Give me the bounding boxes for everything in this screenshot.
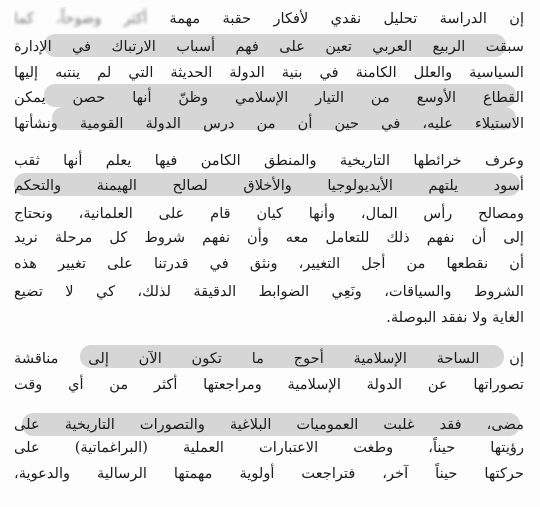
text-line: السياسية والعلل الكامنة في بنية الدولة الحديثة التي لم ينتبه إليها [14, 64, 524, 81]
text-line: إن الساحة الإسلامية أحوج ما تكون الآن إلى مناقشة [14, 350, 524, 367]
text-line: إلى أن نفهم ذلك للتعامل معه وأن نفهم شروط كل مرحلة نريد [14, 229, 524, 246]
text-line: أن نقطعها من أجل التغيير، ونثق في قدرتنا على تغيير هذه [14, 255, 524, 272]
text-line: ومصالح رأس المال، وأنها كيان قام على العلمانية، ونحتاج [14, 205, 524, 222]
text-line: مضى، فقد غلبت العموميات البلاغية والتصورات التاريخية على [14, 416, 524, 433]
text-line: سبقت الربيع العربي تعين على فهم أسباب الارتباك في الإدارة [14, 38, 524, 55]
text-line: الشروط والسياقات، ونَعِي الضوابط الدقيقة لذلك، كي لا تضيع [14, 283, 524, 300]
text-line: القطاع الأوسع من التيار الإسلامي وظنّ أنها حصن يمكن [14, 89, 524, 106]
text-line-start: إن الدراسة تحليل نقدي لأفكار حقبة مهمة [169, 10, 524, 27]
text-line: حركتها حيناً آخر، فتراجعت أولوية مهمتها الرسالية والدعوية، [14, 465, 524, 482]
text-line: رؤيتها حيناً، وطغت الاعتبارات العملية (البراغماتية) على [14, 439, 524, 456]
text-line: وعرف خرائطها التاريخية والمنطق الكامن فيها يعلم أنها ثقب [14, 152, 524, 169]
text-line: تصوراتها عن الدولة الإسلامية ومراجعتها أكثر من أي وقت [14, 376, 524, 393]
text-line-paragraph-end: الغاية ولا نفقد البوصلة. [386, 309, 524, 326]
text-line: الاستيلاء عليه، في حين أن من درس الدولة القومية ونشأتها [14, 115, 524, 132]
text-line-first [14, 7, 524, 30]
blurred-text: أكثر وضوحاً، كما [14, 10, 148, 27]
text-line: أسود يلتهم الأيديولوجيا والأخلاق لصالح الهيمنة والتحكم [14, 177, 524, 194]
